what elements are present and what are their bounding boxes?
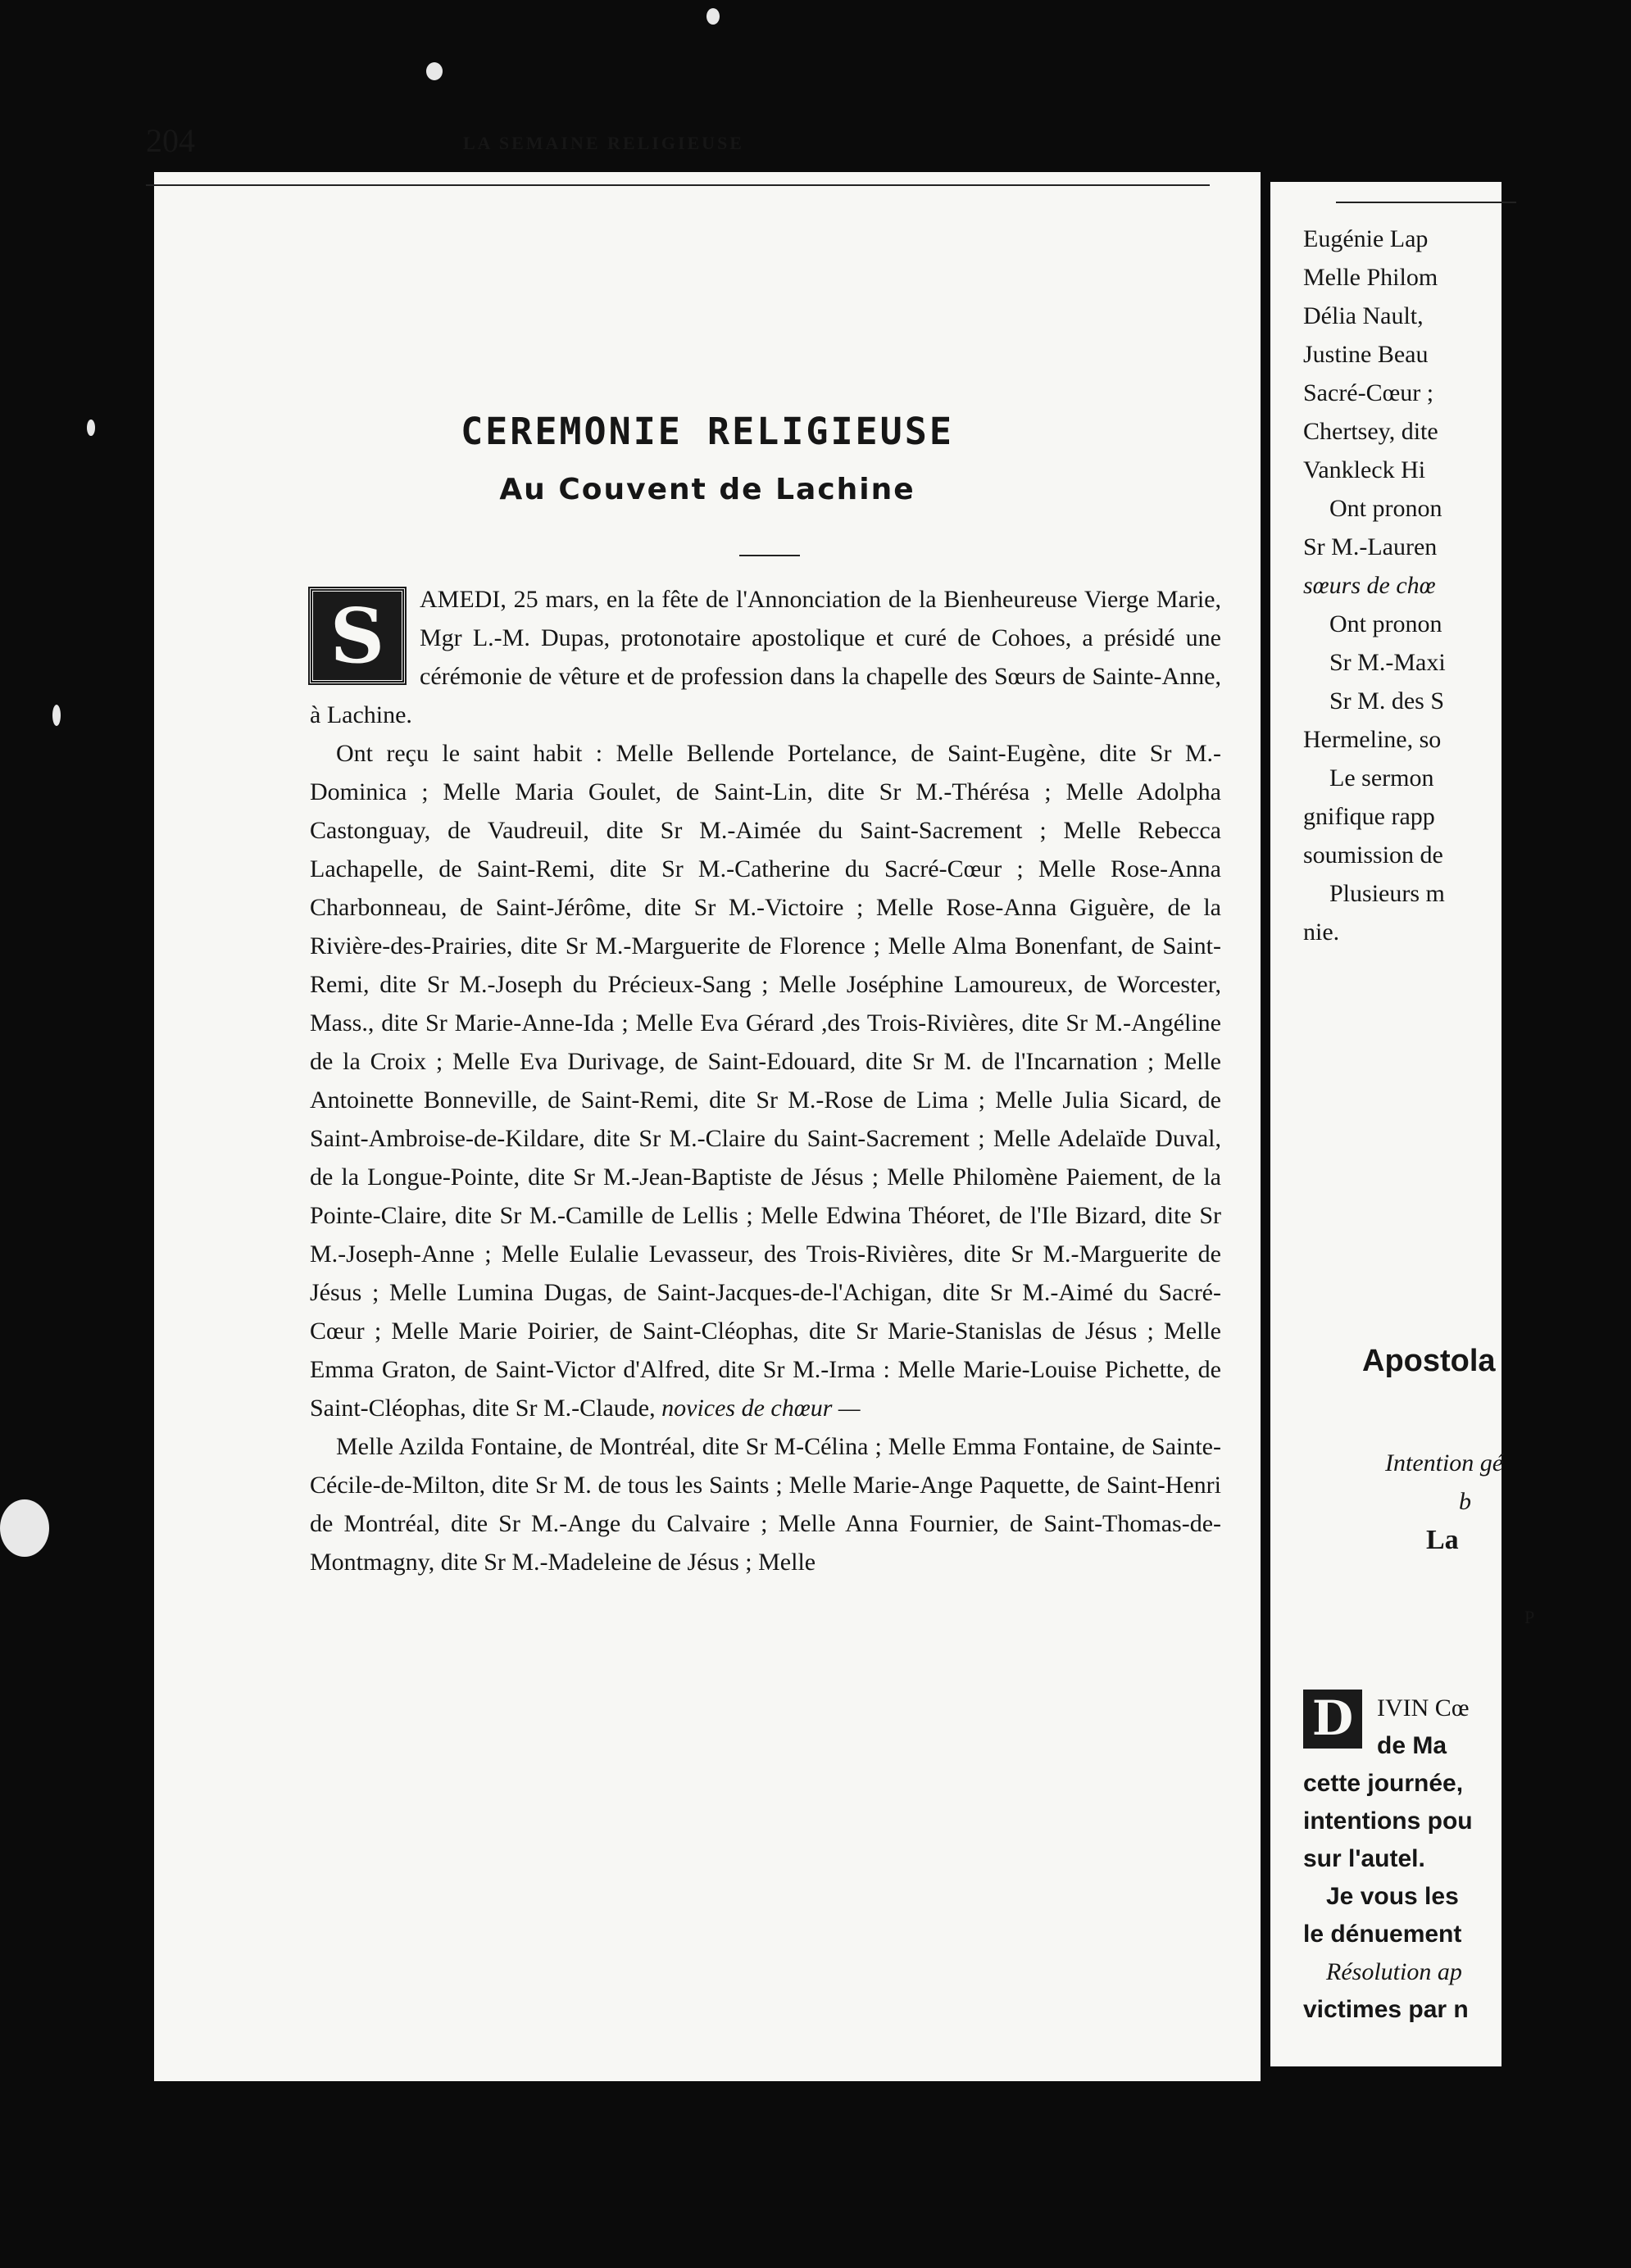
prayer-text: IVIN Cœ de Ma cette journée, intentions pou sur l'autel. Je vous les le dénuement Résolution ap victimes par n	[1303, 1694, 1473, 2023]
paragraph-1: S AMEDI, 25 mars, en la fête de l'Annonciation de la Bienheureuse Vierge Marie, Mgr L.-M. Dupas, protonotaire apostolique et curé de Cohoes, a présidé une cérémonie de vêture et de profession dans la chapelle des Sœurs de Sainte-Anne, à Lachine.	[310, 586, 1221, 728]
speck	[0, 1499, 49, 1557]
left-page	[154, 172, 1261, 2081]
speck	[706, 8, 720, 25]
article-subtitle: Au Couvent de Lachine	[499, 473, 915, 506]
speck	[426, 62, 443, 80]
section-heading: Apostola	[1362, 1344, 1496, 1378]
right-column-text: Eugénie Lap Melle Philom Délia Nault, Justine Beau Sacré-Cœur ; Chertsey, dite Vankleck Hi Ont pronon Sr M.-Lauren sœurs de chœ Ont pronon Sr M.-Maxi Sr M. des S Hermeline, so Le sermon gnifique rapp soumission de Plusieurs m nie.	[1303, 225, 1446, 946]
italic-tail: novices de chœur —	[661, 1395, 861, 1422]
speck	[52, 705, 61, 726]
paragraph-2: Ont reçu le saint habit : Melle Bellende Portelance, de Saint-Eugène, dite Sr M.-Dominica ; Melle Maria Goulet, de Saint-Lin, dite Sr M.-Thérésa ; Melle Adolpha Castonguay, de Vaudreuil, dite Sr M.-Aimée du Saint-Sacrement ; Melle Rebecca Lachapelle, de Saint-Remi, dite Sr M.-Catherine du Sacré-Cœur ; Melle Rose-Anna Charbonneau, de Saint-Jérôme, dite Sr M.-Victoire ; Melle Rose-Anna Giguère, de la Rivière-des-Prairies, dite Sr M.-Marguerite de Florence ; Melle Alma Bonenfant, de Saint-Remi, dite Sr M.-Joseph du Précieux-Sang ; Melle Joséphine Lamoureux, de Worcester, Mass., dite Sr Marie-Anne-Ida ; Melle Eva Gérard ,des Trois-Rivières, dite Sr M.-Angéline de la Croix ; Melle Eva Durivage, de Saint-Edouard, dite Sr M. de l'Incarnation ; Melle Antoinette Bonneville, de Saint-Remi, dite Sr M.-Rose de Lima ; Melle Julia Sicard, de Saint-Ambroise-de-Kildare, dite Sr M.-Claire du Saint-Sacrement ; Melle Adelaïde Duval, de la Longue-Pointe, dite Sr M.-Jean-Baptiste de Jésus ; Melle Philomène Paiement, de la Pointe-Claire, dite Sr M.-Camille de Lellis ; Melle Edwina Théoret, de l'Ile Bizard, dite Sr M.-Joseph-Anne ; Melle Eulalie Levasseur, des Trois-Rivières, dite Sr M.-Marguerite de Jésus ; Melle Lumina Dugas, de Saint-Jacques-de-l'Achigan, dite Sr M.-Aimé du Sacré-Cœur ; Melle Marie Poirier, de Saint-Cléophas, dite Sr Marie-Stanislas de Jésus ; Melle Emma Graton, de Saint-Victor d'Alfred, dite Sr M.-Irma : Melle Marie-Louise Pichette, de Saint-Cléophas, dite Sr M.-Claude, novices de chœur —	[310, 740, 1221, 1422]
dropcap-letter: D	[1303, 1690, 1362, 1749]
article-body	[310, 580, 1221, 1581]
header-rule	[146, 184, 1210, 186]
running-head: LA SEMAINE RELIGIEUSE	[463, 133, 744, 153]
dropcap-letter: S	[310, 588, 405, 683]
header-rule	[1336, 202, 1516, 203]
article-title: CEREMONIE RELIGIEUSE	[461, 410, 954, 453]
intention-lines: Intention gé b La P	[1385, 1449, 1535, 1627]
right-page	[1270, 182, 1535, 2066]
page-number: 204	[146, 122, 195, 159]
page-header	[146, 121, 1211, 170]
speck	[87, 420, 95, 436]
divider	[739, 555, 800, 556]
paragraph-3: Melle Azilda Fontaine, de Montréal, dite Sr M-Célina ; Melle Emma Fontaine, de Sainte-Cécile-de-Milton, dite Sr M. de tous les Saints ; Melle Marie-Ange Paquette, de Saint-Henri de Montréal, dite Sr M.-Ange du Calvaire ; Melle Anna Fournier, de Saint-Thomas-de-Montmagny, dite Sr M.-Madeleine de Jésus ; Melle	[310, 1433, 1221, 1576]
